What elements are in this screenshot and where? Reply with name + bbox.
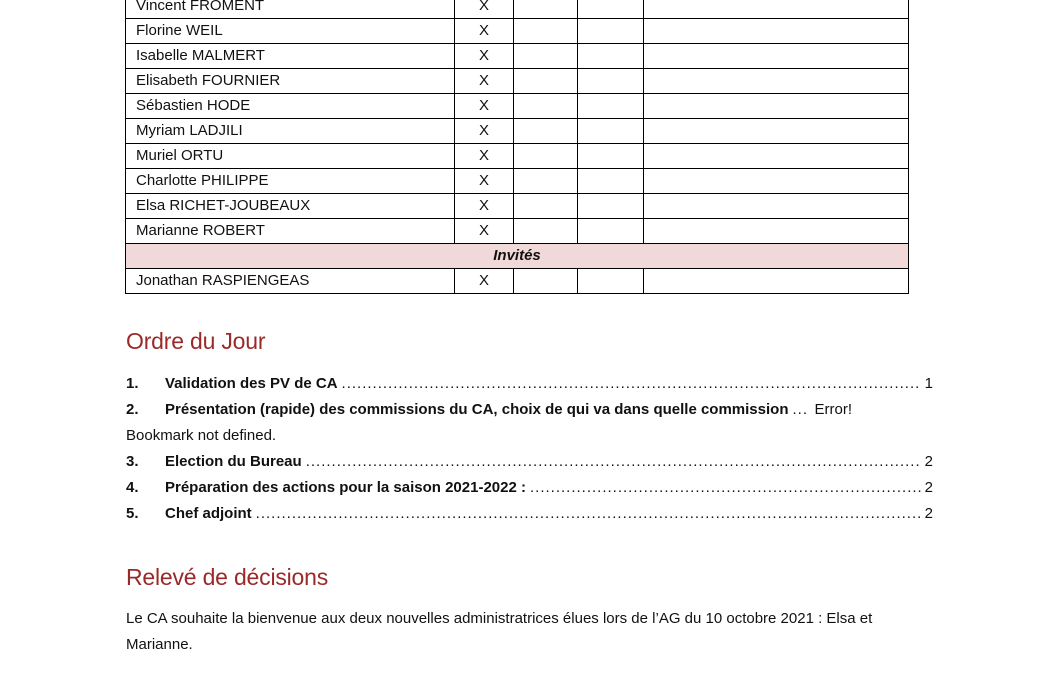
decisions-paragraph: Le CA souhaite la bienvenue aux deux nouvelles administratrices élues lors de l’AG du 10 octobre 2021 : Elsa et Marianne.	[126, 610, 873, 653]
attendee-row	[126, 219, 909, 244]
toc-item-number: 3.	[126, 453, 139, 470]
attendee-row	[126, 94, 909, 119]
empty-cell	[578, 69, 644, 94]
attendee-name: Isabelle MALMERT	[126, 44, 455, 69]
attendee-name: Marianne ROBERT	[126, 219, 455, 244]
presence-mark: X	[455, 0, 514, 19]
attendee-row	[126, 119, 909, 144]
attendee-name: Elisabeth FOURNIER	[126, 69, 455, 94]
toc-page-number: 1	[924, 375, 933, 392]
toc-item-title[interactable]: Validation des PV de CA	[165, 375, 338, 392]
empty-cell	[578, 169, 644, 194]
toc-item-title[interactable]: Présentation (rapide) des commissions du CA, choix de qui va dans quelle commission	[165, 401, 789, 418]
toc-leader-dots	[342, 371, 921, 397]
empty-cell	[644, 44, 909, 69]
empty-cell	[514, 0, 578, 19]
toc-item-number: 5.	[126, 505, 139, 522]
empty-cell	[578, 194, 644, 219]
empty-cell	[514, 19, 578, 44]
empty-cell	[644, 169, 909, 194]
attendee-name: Charlotte PHILIPPE	[126, 169, 455, 194]
attendee-name: Vincent FROMENT	[126, 0, 455, 19]
attendee-row	[126, 19, 909, 44]
attendee-name: Jonathan RASPIENGEAS	[126, 269, 455, 294]
toc-error-continuation: Bookmark not defined.	[126, 427, 277, 444]
toc-item-title[interactable]: Election du Bureau	[165, 453, 302, 470]
empty-cell	[644, 194, 909, 219]
toc-leader-dots	[306, 449, 921, 475]
presence-mark: X	[455, 169, 514, 194]
guest-row	[126, 269, 909, 294]
empty-cell	[514, 94, 578, 119]
empty-cell	[644, 19, 909, 44]
attendee-name: Elsa RICHET-JOUBEAUX	[126, 194, 455, 219]
empty-cell	[644, 119, 909, 144]
attendee-row	[126, 169, 909, 194]
presence-mark: X	[455, 69, 514, 94]
guests-section-label: Invités	[126, 244, 909, 269]
empty-cell	[578, 119, 644, 144]
presence-mark: X	[455, 144, 514, 169]
toc-item-3[interactable]	[126, 449, 933, 475]
empty-cell	[514, 144, 578, 169]
toc-item-title[interactable]: Chef adjoint	[165, 505, 252, 522]
toc-leader-dots	[530, 475, 921, 501]
empty-cell	[578, 269, 644, 294]
presence-mark: X	[455, 194, 514, 219]
empty-cell	[644, 0, 909, 19]
empty-cell	[578, 44, 644, 69]
agenda-toc	[126, 371, 933, 527]
toc-item-2[interactable]	[126, 397, 933, 449]
decisions-heading: Relevé de décisions	[126, 564, 329, 590]
attendee-name: Sébastien HODE	[126, 94, 455, 119]
empty-cell	[578, 0, 644, 19]
attendee-name: Florine WEIL	[126, 19, 455, 44]
empty-cell	[578, 219, 644, 244]
guests-section-row	[126, 244, 909, 269]
attendee-row	[126, 144, 909, 169]
toc-item-5[interactable]	[126, 501, 933, 527]
empty-cell	[578, 144, 644, 169]
empty-cell	[578, 19, 644, 44]
toc-item-1[interactable]	[126, 371, 933, 397]
toc-item-4[interactable]	[126, 475, 933, 501]
attendee-name: Muriel ORTU	[126, 144, 455, 169]
toc-page-number: 2	[924, 453, 933, 470]
attendee-row	[126, 194, 909, 219]
agenda-heading: Ordre du Jour	[126, 328, 266, 354]
empty-cell	[514, 44, 578, 69]
empty-cell	[514, 194, 578, 219]
toc-error-text: Error!	[814, 401, 852, 418]
toc-page-number: 2	[924, 479, 933, 496]
presence-mark: X	[455, 219, 514, 244]
attendee-name: Myriam LADJILI	[126, 119, 455, 144]
toc-item-number: 1.	[126, 375, 139, 392]
empty-cell	[578, 94, 644, 119]
toc-item-number: 4.	[126, 479, 139, 496]
empty-cell	[644, 144, 909, 169]
attendee-row	[126, 44, 909, 69]
empty-cell	[514, 169, 578, 194]
empty-cell	[644, 219, 909, 244]
presence-mark: X	[455, 269, 514, 294]
presence-mark: X	[455, 44, 514, 69]
toc-item-number: 2.	[126, 401, 139, 418]
empty-cell	[644, 94, 909, 119]
empty-cell	[514, 119, 578, 144]
empty-cell	[514, 269, 578, 294]
toc-item-title[interactable]: Préparation des actions pour la saison 2021-2022 :	[165, 479, 526, 496]
presence-mark: X	[455, 119, 514, 144]
attendee-row	[126, 0, 909, 19]
toc-leader-dots	[792, 397, 806, 423]
attendee-row	[126, 69, 909, 94]
empty-cell	[644, 269, 909, 294]
toc-page-number: 2	[924, 505, 933, 522]
empty-cell	[514, 219, 578, 244]
empty-cell	[514, 69, 578, 94]
empty-cell	[644, 69, 909, 94]
presence-mark: X	[455, 19, 514, 44]
toc-leader-dots	[256, 501, 921, 527]
attendance-table	[125, 0, 909, 294]
presence-mark: X	[455, 94, 514, 119]
